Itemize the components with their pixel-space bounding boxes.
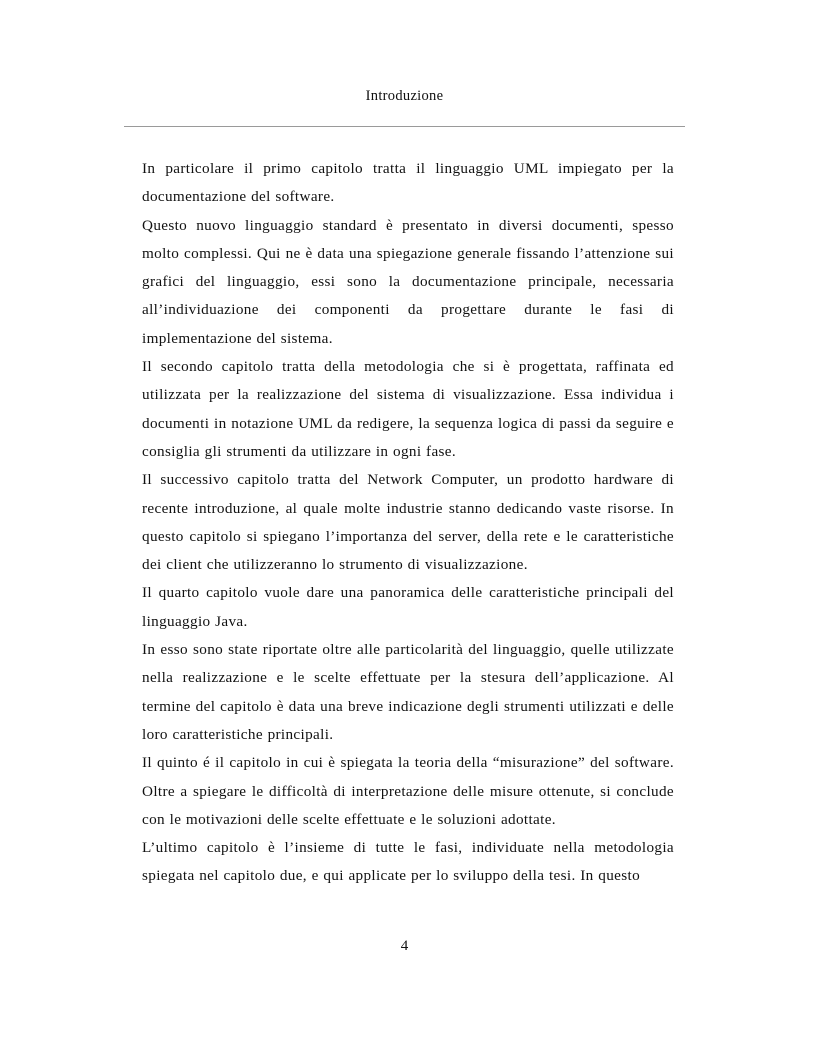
paragraph: Questo nuovo linguaggio standard è presentato in diversi documenti, spesso molto complessi. Qui ne è data una spiegazione generale fissando l’attenzione sui grafici del linguaggio, essi sono la documentazione principale, necessaria all’individuazione dei componenti da progettare durante le fasi di implementazione del sistema. [142, 216, 674, 347]
paragraph: Il quinto é il capitolo in cui è spiegata la teoria della “misurazione” del software. Oltre a spiegare le difficoltà di interpretazione delle misure ottenute, si conclude con le motivazioni delle scelte effettuate e le soluzioni adottate. [142, 754, 674, 828]
header-divider [124, 126, 685, 127]
paragraph: Il successivo capitolo tratta del Network Computer, un prodotto hardware di recente introduzione, al quale molte industrie stanno dedicando vaste risorse. In questo capitolo si spiegano l’importanza del server, della rete e le caratteristiche dei client che utilizzeranno lo strumento di visualizzazione. [142, 471, 674, 574]
paragraph: L’ultimo capitolo è l’insieme di tutte le fasi, individuate nella metodologia spiegata nel capitolo due, e qui applicate per lo sviluppo della tesi. In questo [142, 839, 674, 885]
body-text [142, 155, 674, 891]
paragraph: Il quarto capitolo vuole dare una panoramica delle caratteristiche principali del linguaggio Java. [142, 584, 674, 630]
paragraph: In particolare il primo capitolo tratta il linguaggio UML impiegato per la documentazione del software. [142, 160, 674, 206]
running-header: Introduzione [365, 88, 444, 104]
paragraph: In esso sono state riportate oltre alle particolarità del linguaggio, quelle utilizzate nella realizzazione e le scelte effettuate per la stesura dell’applicazione. Al termine del capitolo è data una breve indicazione degli strumenti utilizzati e delle loro caratteristiche principali. [142, 641, 674, 743]
paragraph: Il secondo capitolo tratta della metodologia che si è progettata, raffinata ed utilizzata per la realizzazione del sistema di visualizzazione. Essa individua i documenti in notazione UML da redigere, la sequenza logica di passi da seguire e consiglia gli strumenti da utilizzare in ogni fase. [142, 358, 674, 460]
page-number: 4 [400, 938, 409, 954]
